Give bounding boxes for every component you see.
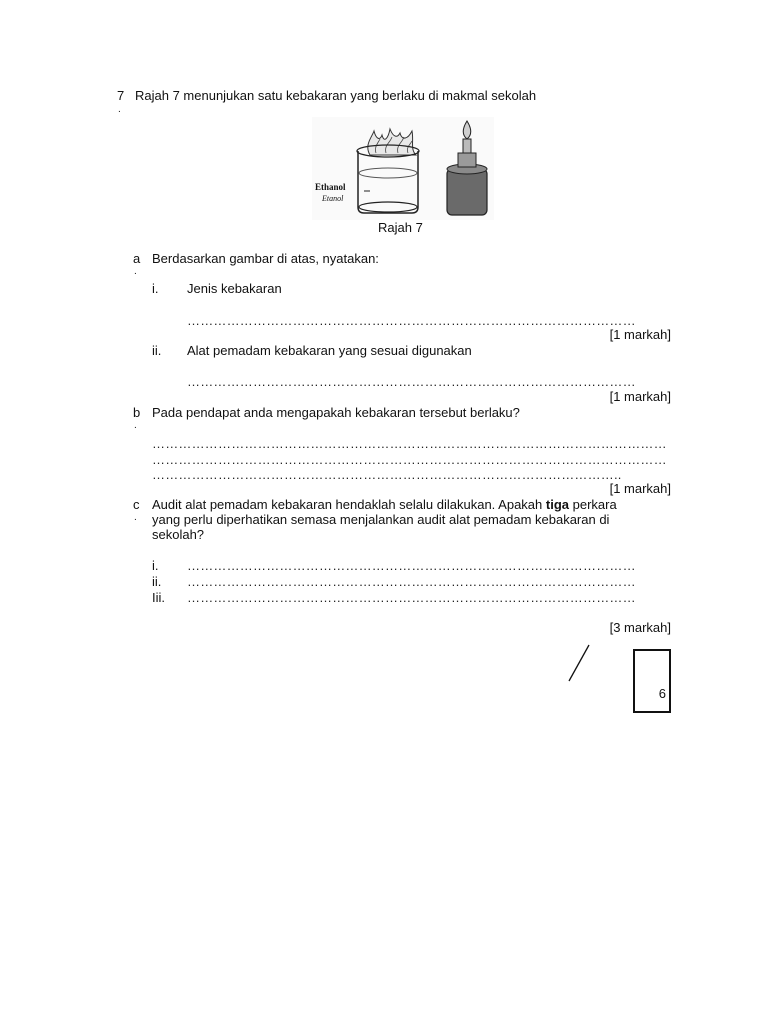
score-slash-icon [566,643,592,683]
answer-line[interactable]: ………………………………………………………………………………………… [187,374,636,389]
part-a-item-2-roman: ii. [152,343,162,358]
answer-line[interactable]: ………………………………………………………………………………………… [187,574,636,589]
part-c-text-line-2: yang perlu diperhatikan semasa menjalankan audit alat pemadam kebakaran di [152,512,610,527]
part-b-dot: . [134,420,137,431]
question-number-dot: . [118,104,121,115]
answer-line[interactable]: …………………………………………………………………………………………….. [152,467,622,482]
part-c-letter: c [133,497,140,512]
beaker-and-burner-illustration [312,117,494,220]
answer-line[interactable]: ………………………………………………………………………………………… [187,313,636,328]
part-a-item-2-text: Alat pemadam kebakaran yang sesuai digunakan [187,343,472,358]
part-c-item-1-roman: i. [152,558,159,573]
marks-label: [1 markah] [609,481,671,496]
marks-label: [3 markah] [609,620,671,635]
marks-label: [1 markah] [609,389,671,404]
part-c-dot: . [134,512,137,523]
burner-body-icon [447,169,487,215]
figure-caption: Rajah 7 [378,220,423,235]
part-a-letter: a [133,251,141,266]
answer-line[interactable]: ………………………………………………………………………………………… [187,590,636,605]
part-c-item-2-roman: ii. [152,574,162,589]
part-b-text: Pada pendapat anda mengapakah kebakaran tersebut berlaku? [152,405,520,420]
score-box [633,649,671,713]
answer-line[interactable]: ……………………………………………………………………………………………………… [152,452,667,467]
question-number: 7 [117,88,125,103]
total-marks: 6 [658,686,666,701]
part-a-item-1-roman: i. [152,281,159,296]
answer-line[interactable]: ………………………………………………………………………………………… [187,558,636,573]
answer-line[interactable]: ……………………………………………………………………………………………………… [152,436,667,451]
figure-label-ethanol: Ethanol [315,182,346,192]
marks-label: [1 markah] [609,327,671,342]
figure-rajah-7 [312,117,494,220]
part-a-item-1-text: Jenis kebakaran [187,281,282,296]
part-c-text-line-1: Audit alat pemadam kebakaran hendaklah selalu dilakukan. Apakah tiga perkara [152,497,617,512]
question-stem: Rajah 7 menunjukan satu kebakaran yang berlaku di makmal sekolah [135,88,537,103]
part-a-text: Berdasarkan gambar di atas, nyatakan: [152,251,379,266]
part-a-dot: . [134,266,137,277]
part-b-letter: b [133,405,141,420]
part-c-item-3-roman: Iii. [152,590,165,605]
part-c-text-line-3: sekolah? [152,527,205,542]
figure-label-etanol: Etanol [322,194,344,203]
